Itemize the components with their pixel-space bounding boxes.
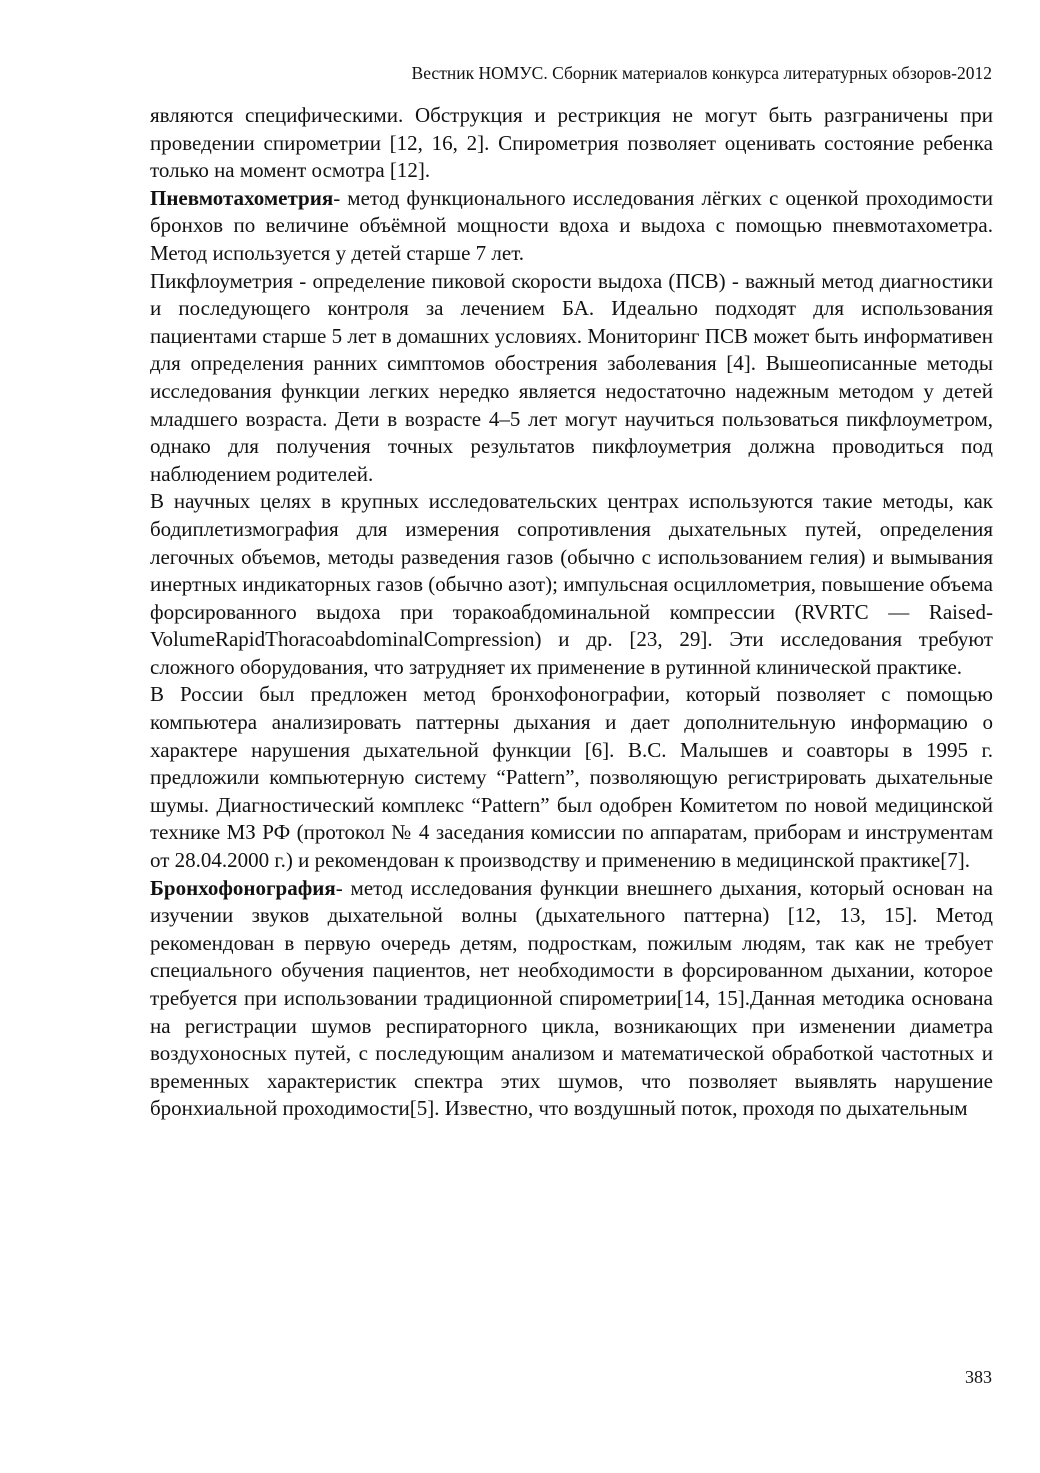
paragraph-bronchophonography-russia bbox=[150, 681, 993, 874]
paragraph-bronchophonography bbox=[150, 875, 993, 1123]
paragraph-spirometry-end bbox=[150, 102, 993, 185]
paragraph-research-methods bbox=[150, 488, 993, 681]
paragraph-term: Пневмотахометрия bbox=[150, 185, 334, 210]
paragraph-text: - метод исследования функции внешнего дыхания, который основан на изучении звуков дыхательной волны (дыхательного паттерна) [12, 13, 15]. Метод рекомендован в первую очередь детям, подросткам, пожилым людям, так как не требует специального обучения пациентов, нет необходимости в форсированном дыхании, которое требуется при использовании традиционной спирометрии[14, 15].Данная методика основана на регистрации шумов респираторного цикла, возникающих при изменении диаметра воздухоносных путей, с последующим анализом и математической обработкой частотных и временных характеристик спектра этих шумов, что позволяет выявлять нарушение бронхиальной проходимости[5]. Известно, что воздушный поток, проходя по дыхательным bbox=[150, 875, 993, 1121]
paragraph-text: В России был предложен метод бронхофонографии, который позволяет с помощью компьютера анализировать паттерны дыхания и дает дополнительную информацию о характере нарушения дыхательной функции [6]. В.С. Малышев и соавторы в 1995 г. предложили компьютерную систему “Pattern”, позволяющую регистрировать дыхательные шумы. Диагностический комплекс “Pattern” был одобрен Комитетом по новой медицинской технике МЗ РФ (протокол № 4 заседания комиссии по аппаратам, приборам и инструментам от 28.04.2000 г.) и рекомендован к производству и применению в медицинской практике[7]. bbox=[150, 682, 993, 873]
paragraph-term: Бронхофонография bbox=[150, 875, 336, 900]
paragraph-text: Пикфлоуметрия - определение пиковой скорости выдоха (ПСВ) - важный метод диагностики и последующего контроля за лечением БА. Идеально подходят для использования пациентами старше 5 лет в домашних условиях. Мониторинг ПСВ может быть информативен для определения ранних симптомов обострения заболевания [4]. Вышеописанные методы исследования функции легких нередко является недостаточно надежным методом у детей младшего возраста. Дети в возрасте 4–5 лет могут научиться пользоваться пикфлоуметром, однако для получения точных результатов пикфлоуметрия должна проводиться под наблюдением родителей. bbox=[150, 268, 993, 486]
paragraph-text: являются специфическими. Обструкция и рестрикция не могут быть разграничены при проведении спирометрии [12, 16, 2]. Спирометрия позволяет оценивать состояние ребенка только на момент осмотра [12]. bbox=[150, 103, 993, 183]
running-header: Вестник НОМУС. Сборник материалов конкурса литературных обзоров-2012 bbox=[411, 63, 992, 83]
paragraph-text: - метод функционального исследования лёгких с оценкой проходимости бронхов по величине объёмной мощности вдоха и выдоха с помощью пневмотахометра. Метод используется у детей старше 7 лет. bbox=[150, 185, 993, 265]
paragraph-text: В научных целях в крупных исследовательских центрах используются такие методы, как бодиплетизмография для измерения сопротивления дыхательных путей, определения легочных объемов, методы разведения газов (обычно с использованием гелия) и вымывания инертных индикаторных газов (обычно азот); импульсная осциллометрия, повышение объема форсированного выдоха при торакоабдоминальной компрессии (RVRTC — Raised-VolumeRapidThoracoabdominalCompression) и др. [23, 29]. Эти исследования требуют сложного оборудования, что затрудняет их применение в рутинной клинической практике. bbox=[150, 489, 993, 679]
article-body bbox=[150, 102, 993, 1123]
paragraph-pneumotachometry bbox=[150, 185, 993, 268]
paragraph-peak-flowmetry bbox=[150, 268, 993, 489]
page-number: 383 bbox=[965, 1367, 992, 1387]
